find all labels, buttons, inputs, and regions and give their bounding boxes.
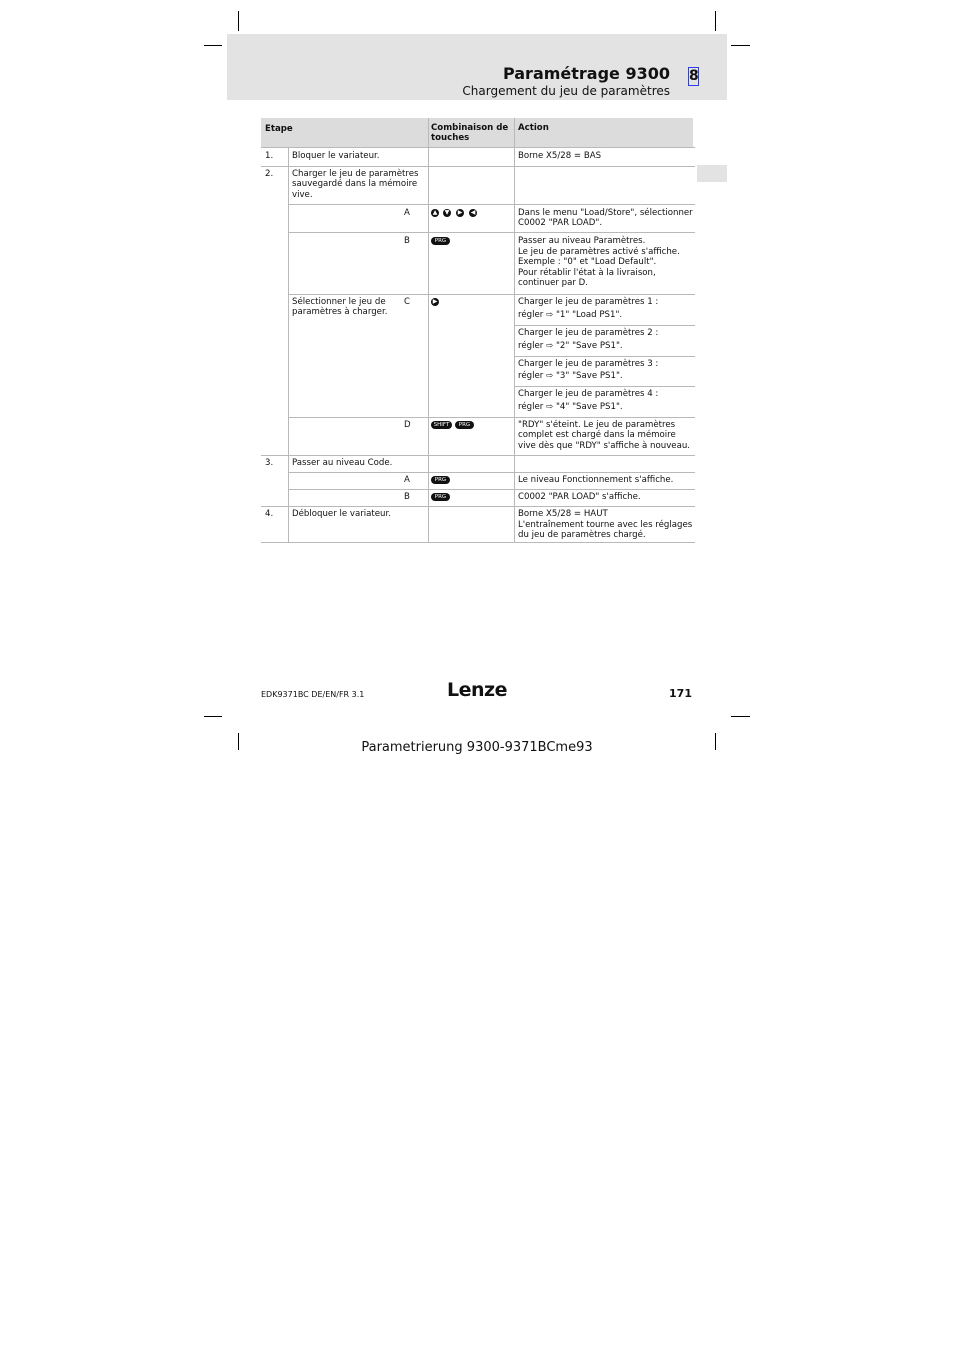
arrow-right-key-icon: ▶ bbox=[457, 209, 463, 216]
step-action: Charger le jeu de paramètres 2 : bbox=[518, 328, 659, 338]
sub-step-label: A bbox=[404, 208, 410, 218]
arrow-left-key-icon: ◀ bbox=[470, 209, 476, 216]
row-divider bbox=[289, 417, 695, 418]
row-divider bbox=[515, 386, 695, 387]
step-action: Borne X5/28 = HAUT bbox=[518, 509, 608, 519]
row-divider bbox=[289, 472, 695, 473]
step-action: régler ⇨ "3" "Save PS1". bbox=[518, 371, 623, 381]
arrow-up-key-icon: ▲ bbox=[432, 209, 438, 216]
row-divider bbox=[289, 232, 695, 233]
chapter-side-tab bbox=[697, 165, 727, 182]
step-text: Débloquer le variateur. bbox=[292, 509, 391, 519]
step-text: Bloquer le variateur. bbox=[292, 151, 380, 161]
step-action: Pour rétablir l'état à la livraison, continuer par D. bbox=[518, 268, 656, 289]
row-divider bbox=[261, 506, 695, 507]
step-action: Borne X5/28 = BAS bbox=[518, 151, 602, 161]
prg-key-icon: PRG bbox=[431, 493, 450, 501]
step-action: Le jeu de paramètres activé s'affiche. bbox=[518, 247, 680, 257]
sub-step-label: B bbox=[404, 492, 410, 502]
arrow-right-key-icon: ▶ bbox=[432, 298, 438, 305]
prg-key-icon: PRG bbox=[431, 476, 450, 484]
step-text: Passer au niveau Code. bbox=[292, 458, 393, 468]
crop-mark bbox=[715, 11, 716, 31]
crop-mark bbox=[204, 716, 222, 717]
row-divider bbox=[289, 204, 695, 205]
step-action: Passer au niveau Paramètres. bbox=[518, 236, 646, 246]
document-code: EDK9371BC DE/EN/FR 3.1 bbox=[261, 690, 365, 699]
prg-key-icon: PRG bbox=[455, 421, 474, 429]
sub-step-label: A bbox=[404, 475, 410, 485]
crop-mark bbox=[238, 11, 239, 31]
step-number: 4. bbox=[265, 509, 274, 519]
prg-key-icon: PRG bbox=[431, 237, 450, 245]
step-number: 1. bbox=[265, 151, 274, 161]
row-divider bbox=[515, 356, 695, 357]
step-text: Sélectionner le jeu de paramètres à charger. bbox=[292, 297, 388, 318]
step-text: Charger le jeu de paramètres sauvegardé dans la mémoire vive. bbox=[292, 169, 419, 200]
step-action: Charger le jeu de paramètres 4 : bbox=[518, 389, 659, 399]
crop-mark bbox=[731, 45, 750, 46]
page-title: Paramétrage 9300 bbox=[502, 64, 670, 83]
step-action: régler ⇨ "4" "Save PS1". bbox=[518, 402, 623, 412]
row-divider bbox=[515, 325, 695, 326]
step-action: "RDY" s'éteint. Le jeu de paramètres complet est chargé dans la mémoire vive dès que "RDY" s'affiche à nouveau. bbox=[518, 420, 691, 451]
step-number: 2. bbox=[265, 169, 274, 179]
step-action: Dans le menu "Load/Store", sélectionner C0002 "PAR LOAD". bbox=[518, 208, 693, 229]
crop-mark bbox=[204, 45, 222, 46]
page-number: 171 bbox=[669, 687, 692, 700]
sub-step-label: B bbox=[404, 236, 410, 246]
row-divider bbox=[261, 455, 695, 456]
row-divider bbox=[261, 542, 695, 543]
step-action: régler ⇨ "1" "Load PS1". bbox=[518, 310, 623, 320]
lenze-logo: Lenze bbox=[447, 679, 507, 701]
step-action: régler ⇨ "2" "Save PS1". bbox=[518, 341, 623, 351]
sub-step-label: C bbox=[404, 297, 411, 307]
crop-mark bbox=[731, 716, 750, 717]
chapter-number: 8 bbox=[689, 68, 699, 84]
row-divider bbox=[289, 489, 695, 490]
header-step: Etape bbox=[265, 124, 293, 134]
step-action: L'entraînement tourne avec les réglages du jeu de paramètres chargé. bbox=[518, 520, 693, 541]
step-action: Charger le jeu de paramètres 1 : bbox=[518, 297, 659, 307]
page-subtitle: Chargement du jeu de paramètres bbox=[462, 84, 670, 98]
header-action: Action bbox=[518, 123, 549, 133]
col-divider bbox=[428, 118, 429, 543]
sub-step-label: D bbox=[404, 420, 411, 430]
step-action: Le niveau Fonctionnement s'affiche. bbox=[518, 475, 674, 485]
arrow-down-key-icon: ▼ bbox=[444, 209, 450, 216]
step-number: 3. bbox=[265, 458, 274, 468]
header-keys: Combinaison de touches bbox=[431, 123, 509, 144]
step-action: Exemple : "0" et "Load Default". bbox=[518, 257, 657, 267]
step-action: Charger le jeu de paramètres 3 : bbox=[518, 359, 659, 369]
row-divider bbox=[261, 147, 695, 148]
bottom-caption: Parametrierung 9300-9371BCme93 bbox=[361, 740, 593, 755]
col-divider bbox=[288, 147, 289, 543]
step-action: C0002 "PAR LOAD" s'affiche. bbox=[518, 492, 641, 502]
col-divider bbox=[514, 118, 515, 543]
row-divider bbox=[289, 294, 695, 295]
shift-key-icon: SHIFT bbox=[431, 421, 452, 429]
row-divider bbox=[261, 166, 695, 167]
